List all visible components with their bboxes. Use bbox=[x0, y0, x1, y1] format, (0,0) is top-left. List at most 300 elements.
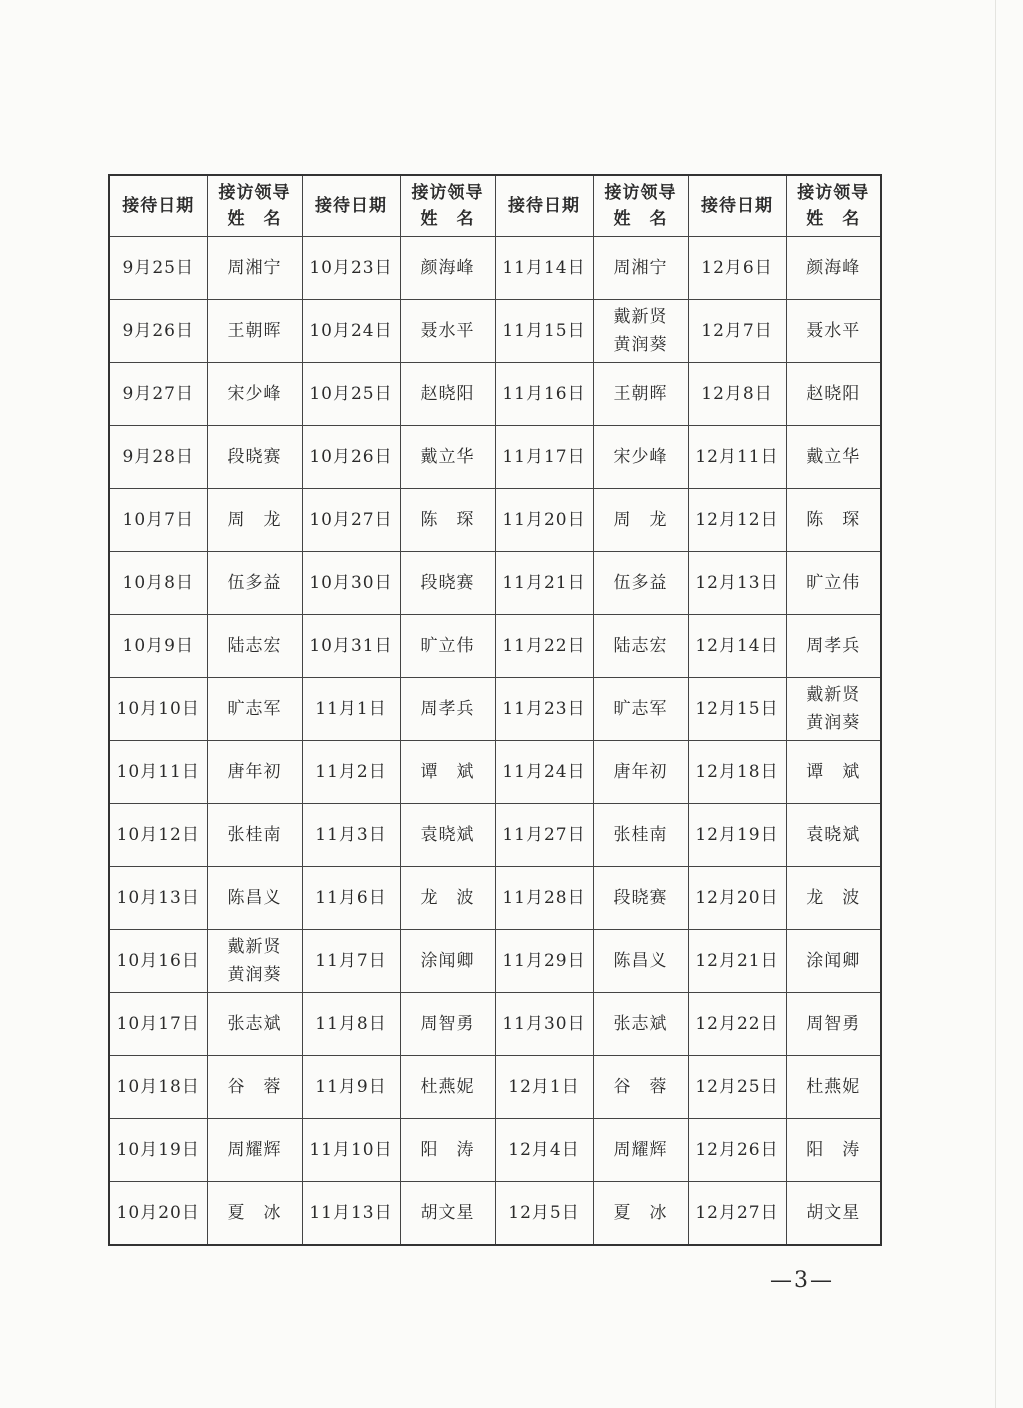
date-text: 12月12日 bbox=[695, 510, 779, 530]
leader-name: 谭 斌 bbox=[420, 762, 475, 782]
leader-name: 颜海峰 bbox=[806, 258, 861, 278]
header-text: 接待日期 bbox=[508, 196, 580, 216]
leader-name: 陈昌义 bbox=[613, 951, 668, 971]
date-cell bbox=[302, 867, 400, 930]
date-cell bbox=[109, 489, 207, 552]
leader-name-cell bbox=[593, 237, 688, 300]
leader-name: 周智勇 bbox=[806, 1014, 861, 1034]
table-row bbox=[109, 615, 881, 678]
leader-name: 戴立华 bbox=[420, 447, 475, 467]
header-text: 接待日期 bbox=[315, 196, 387, 216]
header-leader-name bbox=[400, 175, 495, 237]
header-reception-date bbox=[302, 175, 400, 237]
leader-name-cell bbox=[786, 993, 881, 1056]
leader-name-cell bbox=[207, 1056, 302, 1119]
leader-name-cell bbox=[400, 615, 495, 678]
leader-name: 王朝晖 bbox=[227, 321, 282, 341]
date-text: 11月13日 bbox=[309, 1203, 393, 1223]
date-text: 10月24日 bbox=[309, 321, 393, 341]
leader-name: 陈昌义 bbox=[227, 888, 282, 908]
date-text: 10月9日 bbox=[122, 636, 194, 656]
date-text: 12月1日 bbox=[508, 1077, 580, 1097]
date-cell bbox=[688, 615, 786, 678]
header-text: 姓 名 bbox=[420, 209, 475, 229]
table-row bbox=[109, 993, 881, 1056]
leader-name-cell bbox=[593, 615, 688, 678]
leader-name: 段晓赛 bbox=[227, 447, 282, 467]
date-text: 11月17日 bbox=[502, 447, 586, 467]
header-leader-name bbox=[207, 175, 302, 237]
leader-name: 涂闻卿 bbox=[806, 951, 861, 971]
table-row bbox=[109, 930, 881, 993]
leader-name-cell bbox=[400, 867, 495, 930]
date-cell bbox=[495, 930, 593, 993]
leader-name: 旷立伟 bbox=[420, 636, 475, 656]
leader-name-cell bbox=[786, 426, 881, 489]
leader-name: 袁晓斌 bbox=[806, 825, 861, 845]
date-text: 12月6日 bbox=[701, 258, 773, 278]
leader-name: 胡文星 bbox=[420, 1203, 475, 1223]
header-text: 接待日期 bbox=[701, 196, 773, 216]
leader-name: 谷 蓉 bbox=[613, 1077, 668, 1097]
leader-name: 阳 涛 bbox=[806, 1140, 861, 1160]
leader-name: 杜燕妮 bbox=[420, 1077, 475, 1097]
date-cell bbox=[495, 552, 593, 615]
leader-name: 龙 波 bbox=[420, 888, 475, 908]
date-text: 10月7日 bbox=[122, 510, 194, 530]
leader-name-cell bbox=[593, 1056, 688, 1119]
leader-name-cell bbox=[207, 930, 302, 993]
header-text: 接待日期 bbox=[122, 196, 195, 216]
date-cell bbox=[688, 804, 786, 867]
date-cell bbox=[495, 237, 593, 300]
leader-name: 唐年初 bbox=[227, 762, 282, 782]
leader-name: 赵晓阳 bbox=[806, 384, 861, 404]
date-text: 11月10日 bbox=[309, 1140, 393, 1160]
date-text: 11月1日 bbox=[315, 699, 387, 719]
date-cell bbox=[109, 615, 207, 678]
date-cell bbox=[302, 489, 400, 552]
date-text: 10月8日 bbox=[122, 573, 194, 593]
date-cell bbox=[495, 678, 593, 741]
date-text: 10月10日 bbox=[116, 699, 200, 719]
leader-name-cell bbox=[207, 1182, 302, 1246]
date-text: 9月27日 bbox=[122, 384, 194, 404]
leader-name: 张桂南 bbox=[227, 825, 282, 845]
leader-name: 宋少峰 bbox=[613, 447, 668, 467]
date-cell bbox=[688, 363, 786, 426]
date-text: 9月28日 bbox=[122, 447, 194, 467]
reception-schedule-table bbox=[108, 174, 882, 1246]
date-cell bbox=[495, 741, 593, 804]
date-cell bbox=[109, 1056, 207, 1119]
date-text: 10月17日 bbox=[116, 1014, 200, 1034]
leader-name-cell bbox=[207, 426, 302, 489]
leader-name-cell bbox=[400, 300, 495, 363]
date-text: 11月3日 bbox=[315, 825, 387, 845]
date-text: 11月9日 bbox=[315, 1077, 387, 1097]
date-text: 11月7日 bbox=[315, 951, 387, 971]
date-cell bbox=[688, 993, 786, 1056]
leader-name: 陆志宏 bbox=[227, 636, 282, 656]
date-text: 11月23日 bbox=[502, 699, 586, 719]
leader-name-cell bbox=[593, 867, 688, 930]
date-text: 11月14日 bbox=[502, 258, 586, 278]
date-cell bbox=[109, 930, 207, 993]
date-cell bbox=[109, 426, 207, 489]
date-cell bbox=[495, 1119, 593, 1182]
date-text: 10月11日 bbox=[116, 762, 200, 782]
date-text: 10月25日 bbox=[309, 384, 393, 404]
date-cell bbox=[302, 678, 400, 741]
date-text: 12月13日 bbox=[695, 573, 779, 593]
date-text: 10月26日 bbox=[309, 447, 393, 467]
leader-name: 戴新贤 bbox=[227, 937, 282, 957]
header-reception-date bbox=[109, 175, 207, 237]
leader-name-cell bbox=[207, 993, 302, 1056]
date-cell bbox=[109, 678, 207, 741]
date-cell bbox=[688, 930, 786, 993]
leader-name-cell bbox=[593, 1182, 688, 1246]
date-cell bbox=[302, 300, 400, 363]
leader-name: 旷志军 bbox=[227, 699, 282, 719]
leader-name: 周湘宁 bbox=[227, 258, 282, 278]
leader-name: 戴立华 bbox=[806, 447, 861, 467]
date-cell bbox=[109, 300, 207, 363]
leader-name-cell bbox=[400, 741, 495, 804]
leader-name: 旷立伟 bbox=[806, 573, 861, 593]
date-cell bbox=[109, 363, 207, 426]
date-cell bbox=[688, 552, 786, 615]
date-text: 11月24日 bbox=[502, 762, 586, 782]
leader-name: 周耀辉 bbox=[227, 1140, 282, 1160]
header-leader-name bbox=[593, 175, 688, 237]
leader-name: 黄润葵 bbox=[806, 713, 861, 733]
table-row bbox=[109, 1182, 881, 1246]
leader-name-cell bbox=[593, 1119, 688, 1182]
date-text: 9月25日 bbox=[122, 258, 194, 278]
date-cell bbox=[495, 363, 593, 426]
leader-name-cell bbox=[593, 363, 688, 426]
leader-name: 唐年初 bbox=[613, 762, 668, 782]
leader-name: 阳 涛 bbox=[420, 1140, 475, 1160]
scan-edge-line bbox=[995, 0, 996, 1408]
leader-name: 黄润葵 bbox=[613, 335, 668, 355]
header-text: 接访领导 bbox=[218, 183, 291, 203]
date-cell bbox=[302, 993, 400, 1056]
table-row bbox=[109, 363, 881, 426]
header-reception-date bbox=[495, 175, 593, 237]
table-row bbox=[109, 804, 881, 867]
leader-name: 周 龙 bbox=[227, 510, 282, 530]
date-text: 12月7日 bbox=[701, 321, 773, 341]
date-text: 10月13日 bbox=[116, 888, 200, 908]
header-text: 姓 名 bbox=[806, 209, 861, 229]
table-row bbox=[109, 678, 881, 741]
date-cell bbox=[688, 1119, 786, 1182]
leader-name-cell bbox=[593, 804, 688, 867]
date-text: 11月6日 bbox=[315, 888, 387, 908]
date-text: 10月19日 bbox=[116, 1140, 200, 1160]
date-cell bbox=[688, 867, 786, 930]
leader-name: 涂闻卿 bbox=[420, 951, 475, 971]
date-cell bbox=[302, 1056, 400, 1119]
leader-name: 胡文星 bbox=[806, 1203, 861, 1223]
leader-name: 旷志军 bbox=[613, 699, 668, 719]
leader-name: 陆志宏 bbox=[613, 636, 668, 656]
leader-name: 聂水平 bbox=[420, 321, 475, 341]
leader-name-cell bbox=[400, 678, 495, 741]
leader-name: 戴新贤 bbox=[806, 685, 861, 705]
leader-name: 陈 琛 bbox=[420, 510, 475, 530]
date-cell bbox=[109, 1119, 207, 1182]
leader-name: 龙 波 bbox=[806, 888, 861, 908]
date-cell bbox=[109, 867, 207, 930]
date-text: 12月15日 bbox=[695, 699, 779, 719]
leader-name: 周智勇 bbox=[420, 1014, 475, 1034]
header-text: 接访领导 bbox=[411, 183, 484, 203]
date-text: 12月20日 bbox=[695, 888, 779, 908]
date-cell bbox=[302, 930, 400, 993]
leader-name: 张桂南 bbox=[613, 825, 668, 845]
leader-name: 杜燕妮 bbox=[806, 1077, 861, 1097]
date-cell bbox=[109, 993, 207, 1056]
date-text: 11月20日 bbox=[502, 510, 586, 530]
date-cell bbox=[109, 552, 207, 615]
leader-name-cell bbox=[207, 489, 302, 552]
header-text: 接访领导 bbox=[797, 183, 870, 203]
leader-name-cell bbox=[207, 741, 302, 804]
leader-name-cell bbox=[400, 993, 495, 1056]
date-cell bbox=[688, 1056, 786, 1119]
header-row bbox=[109, 175, 881, 237]
date-cell bbox=[302, 615, 400, 678]
leader-name: 戴新贤 bbox=[613, 307, 668, 327]
date-cell bbox=[688, 489, 786, 552]
date-text: 11月21日 bbox=[502, 573, 586, 593]
leader-name-cell bbox=[786, 552, 881, 615]
leader-name: 周孝兵 bbox=[806, 636, 861, 656]
leader-name-cell bbox=[400, 1182, 495, 1246]
leader-name: 伍多益 bbox=[613, 573, 668, 593]
leader-name-cell bbox=[207, 1119, 302, 1182]
leader-name: 赵晓阳 bbox=[420, 384, 475, 404]
leader-name-cell bbox=[786, 1182, 881, 1246]
date-cell bbox=[109, 804, 207, 867]
date-text: 11月29日 bbox=[502, 951, 586, 971]
date-text: 10月18日 bbox=[116, 1077, 200, 1097]
leader-name-cell bbox=[593, 930, 688, 993]
date-text: 11月22日 bbox=[502, 636, 586, 656]
leader-name-cell bbox=[400, 426, 495, 489]
date-text: 12月5日 bbox=[508, 1203, 580, 1223]
leader-name: 宋少峰 bbox=[227, 384, 282, 404]
leader-name-cell bbox=[207, 300, 302, 363]
leader-name-cell bbox=[786, 678, 881, 741]
leader-name-cell bbox=[400, 930, 495, 993]
leader-name-cell bbox=[786, 615, 881, 678]
date-text: 12月8日 bbox=[701, 384, 773, 404]
leader-name-cell bbox=[207, 615, 302, 678]
date-cell bbox=[688, 741, 786, 804]
leader-name: 聂水平 bbox=[806, 321, 861, 341]
date-text: 10月31日 bbox=[309, 636, 393, 656]
leader-name: 黄润葵 bbox=[227, 965, 282, 985]
header-text: 姓 名 bbox=[613, 209, 668, 229]
date-text: 11月28日 bbox=[502, 888, 586, 908]
leader-name-cell bbox=[400, 1056, 495, 1119]
leader-name-cell bbox=[786, 741, 881, 804]
leader-name: 周孝兵 bbox=[420, 699, 475, 719]
page-number: —3— bbox=[770, 1268, 834, 1293]
date-text: 11月27日 bbox=[502, 825, 586, 845]
leader-name: 夏 冰 bbox=[613, 1203, 668, 1223]
date-text: 12月21日 bbox=[695, 951, 779, 971]
leader-name: 夏 冰 bbox=[227, 1203, 282, 1223]
date-cell bbox=[302, 804, 400, 867]
leader-name-cell bbox=[786, 1056, 881, 1119]
date-text: 12月22日 bbox=[695, 1014, 779, 1034]
date-cell bbox=[302, 741, 400, 804]
leader-name: 颜海峰 bbox=[420, 258, 475, 278]
date-text: 12月26日 bbox=[695, 1140, 779, 1160]
leader-name: 张志斌 bbox=[613, 1014, 668, 1034]
leader-name-cell bbox=[400, 237, 495, 300]
date-text: 12月14日 bbox=[695, 636, 779, 656]
leader-name-cell bbox=[207, 237, 302, 300]
date-text: 11月30日 bbox=[502, 1014, 586, 1034]
leader-name-cell bbox=[400, 804, 495, 867]
header-leader-name bbox=[786, 175, 881, 237]
header-text: 接访领导 bbox=[604, 183, 677, 203]
leader-name-cell bbox=[786, 300, 881, 363]
leader-name-cell bbox=[786, 867, 881, 930]
date-cell bbox=[688, 300, 786, 363]
date-cell bbox=[688, 1182, 786, 1246]
table-row bbox=[109, 300, 881, 363]
leader-name-cell bbox=[786, 489, 881, 552]
leader-name-cell bbox=[400, 489, 495, 552]
date-cell bbox=[495, 867, 593, 930]
leader-name-cell bbox=[593, 741, 688, 804]
date-text: 10月27日 bbox=[309, 510, 393, 530]
date-cell bbox=[302, 237, 400, 300]
date-cell bbox=[688, 237, 786, 300]
date-cell bbox=[302, 426, 400, 489]
date-text: 10月16日 bbox=[116, 951, 200, 971]
leader-name-cell bbox=[400, 363, 495, 426]
leader-name-cell bbox=[207, 678, 302, 741]
date-text: 12月11日 bbox=[695, 447, 779, 467]
leader-name-cell bbox=[593, 489, 688, 552]
leader-name-cell bbox=[400, 552, 495, 615]
date-cell bbox=[302, 1182, 400, 1246]
date-text: 11月15日 bbox=[502, 321, 586, 341]
date-text: 12月18日 bbox=[695, 762, 779, 782]
header-text: 姓 名 bbox=[227, 209, 282, 229]
date-cell bbox=[495, 1182, 593, 1246]
date-text: 11月8日 bbox=[315, 1014, 387, 1034]
leader-name: 伍多益 bbox=[227, 573, 282, 593]
date-cell bbox=[495, 489, 593, 552]
date-cell bbox=[109, 1182, 207, 1246]
leader-name-cell bbox=[207, 363, 302, 426]
leader-name-cell bbox=[207, 804, 302, 867]
table-row bbox=[109, 1119, 881, 1182]
date-text: 10月23日 bbox=[309, 258, 393, 278]
date-text: 11月2日 bbox=[315, 762, 387, 782]
leader-name-cell bbox=[786, 237, 881, 300]
date-cell bbox=[302, 1119, 400, 1182]
leader-name-cell bbox=[593, 300, 688, 363]
leader-name: 陈 琛 bbox=[806, 510, 861, 530]
date-text: 10月12日 bbox=[116, 825, 200, 845]
date-cell bbox=[495, 804, 593, 867]
date-cell bbox=[495, 426, 593, 489]
date-text: 10月20日 bbox=[116, 1203, 200, 1223]
header-reception-date bbox=[688, 175, 786, 237]
leader-name: 段晓赛 bbox=[420, 573, 475, 593]
date-text: 10月30日 bbox=[309, 573, 393, 593]
leader-name: 周湘宁 bbox=[613, 258, 668, 278]
leader-name-cell bbox=[786, 804, 881, 867]
leader-name-cell bbox=[593, 552, 688, 615]
leader-name-cell bbox=[400, 1119, 495, 1182]
date-text: 12月4日 bbox=[508, 1140, 580, 1160]
date-cell bbox=[302, 363, 400, 426]
date-cell bbox=[109, 237, 207, 300]
table-row bbox=[109, 237, 881, 300]
date-cell bbox=[495, 615, 593, 678]
leader-name: 谷 蓉 bbox=[227, 1077, 282, 1097]
leader-name-cell bbox=[786, 1119, 881, 1182]
leader-name: 袁晓斌 bbox=[420, 825, 475, 845]
date-text: 9月26日 bbox=[122, 321, 194, 341]
table-row bbox=[109, 867, 881, 930]
table-row bbox=[109, 552, 881, 615]
leader-name-cell bbox=[593, 678, 688, 741]
leader-name-cell bbox=[786, 363, 881, 426]
date-text: 12月19日 bbox=[695, 825, 779, 845]
leader-name: 谭 斌 bbox=[806, 762, 861, 782]
date-text: 11月16日 bbox=[502, 384, 586, 404]
date-cell bbox=[109, 741, 207, 804]
leader-name-cell bbox=[786, 930, 881, 993]
date-cell bbox=[495, 1056, 593, 1119]
leader-name: 周 龙 bbox=[613, 510, 668, 530]
leader-name-cell bbox=[207, 552, 302, 615]
date-text: 12月25日 bbox=[695, 1077, 779, 1097]
leader-name-cell bbox=[207, 867, 302, 930]
leader-name-cell bbox=[593, 993, 688, 1056]
table-row bbox=[109, 741, 881, 804]
table-body bbox=[109, 237, 881, 1246]
date-cell bbox=[302, 552, 400, 615]
date-text: 12月27日 bbox=[695, 1203, 779, 1223]
leader-name: 周耀辉 bbox=[613, 1140, 668, 1160]
table-row bbox=[109, 1056, 881, 1119]
date-cell bbox=[688, 426, 786, 489]
table-row bbox=[109, 489, 881, 552]
leader-name: 张志斌 bbox=[227, 1014, 282, 1034]
leader-name: 王朝晖 bbox=[613, 384, 668, 404]
leader-name-cell bbox=[593, 426, 688, 489]
leader-name: 段晓赛 bbox=[613, 888, 668, 908]
table-row bbox=[109, 426, 881, 489]
date-cell bbox=[495, 993, 593, 1056]
date-cell bbox=[495, 300, 593, 363]
date-cell bbox=[688, 678, 786, 741]
